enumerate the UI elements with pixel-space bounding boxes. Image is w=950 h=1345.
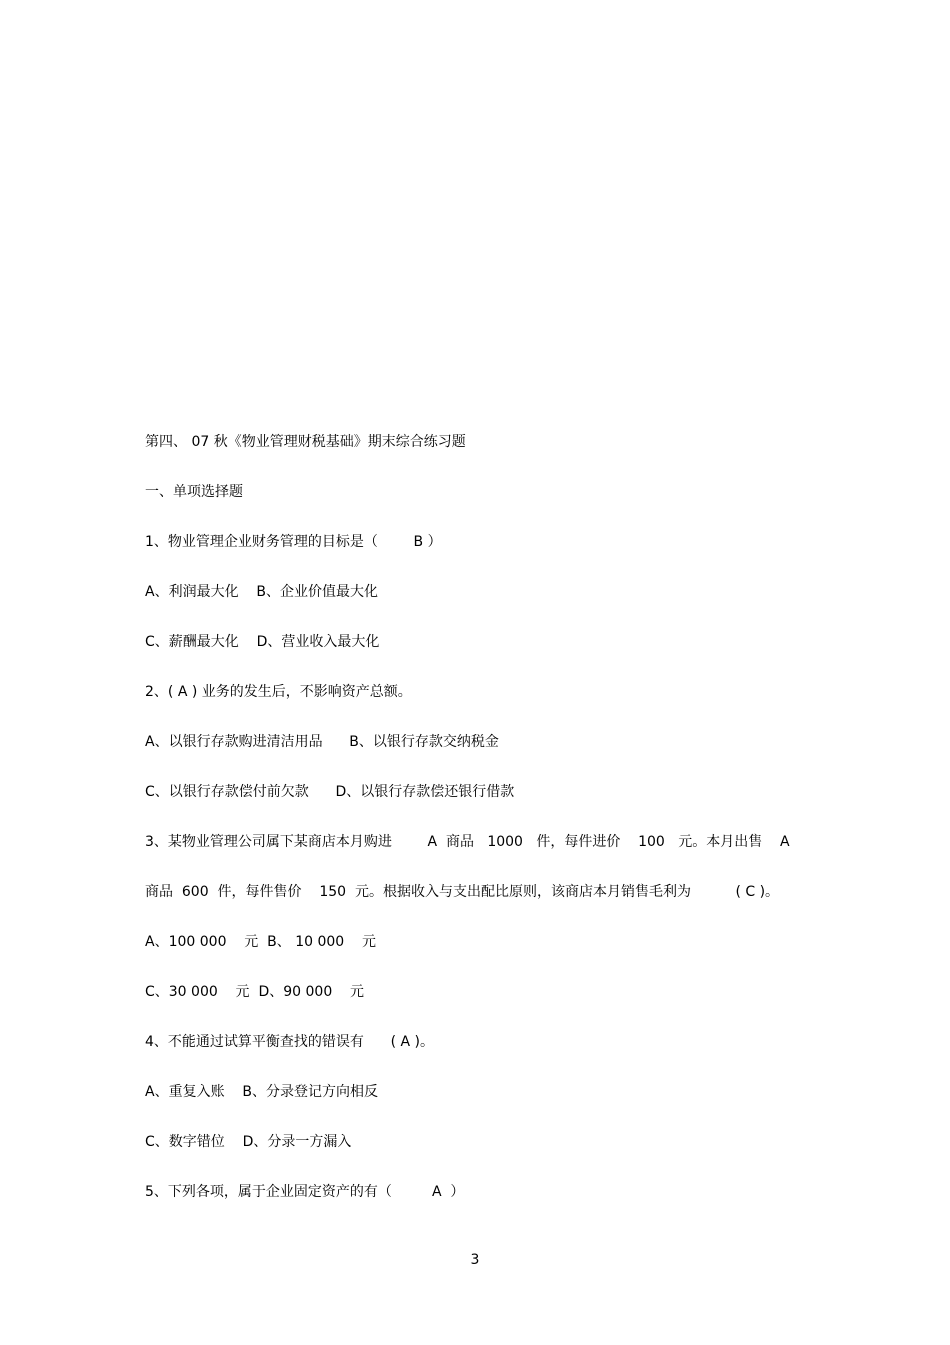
question-3-line-1: 3、某物业管理公司属下某商店本月购进 A 商品 1000 件，每件进价 100 元。本月出售 A <box>145 834 790 850</box>
question-4: 4、不能通过试算平衡查找的错误有 ( A )。 <box>145 1034 435 1050</box>
question-2-options-cd: C、以银行存款偿付前欠款 D、以银行存款偿还银行借款 <box>145 784 515 800</box>
question-3-options-cd: C、30 000 元 D、90 000 元 <box>145 984 365 1000</box>
question-1: 1、物业管理企业财务管理的目标是（ B ） <box>145 534 442 550</box>
question-3-line-2: 商品 600 件，每件售价 150 元。根据收入与支出配比原则，该商店本月销售毛利为 ( C )。 <box>145 884 780 900</box>
question-1-options-cd: C、薪酬最大化 D、营业收入最大化 <box>145 634 380 650</box>
question-3-options-ab: A、100 000 元 B、 10 000 元 <box>145 934 377 950</box>
document-title: 第四、 07 秋《物业管理财税基础》期末综合练习题 <box>145 434 466 450</box>
question-4-options-ab: A、重复入账 B、分录登记方向相反 <box>145 1084 378 1100</box>
page-number: 3 <box>470 1252 480 1268</box>
question-2: 2、( A ) 业务的发生后，不影响资产总额。 <box>145 684 412 700</box>
question-1-options-ab: A、利润最大化 B、企业价值最大化 <box>145 584 378 600</box>
question-5: 5、下列各项，属于企业固定资产的有（ A ） <box>145 1184 465 1200</box>
question-4-options-cd: C、数字错位 D、分录一方漏入 <box>145 1134 352 1150</box>
question-2-options-ab: A、以银行存款购进清洁用品 B、以银行存款交纳税金 <box>145 734 499 750</box>
section-heading: 一、单项选择题 <box>145 484 243 500</box>
